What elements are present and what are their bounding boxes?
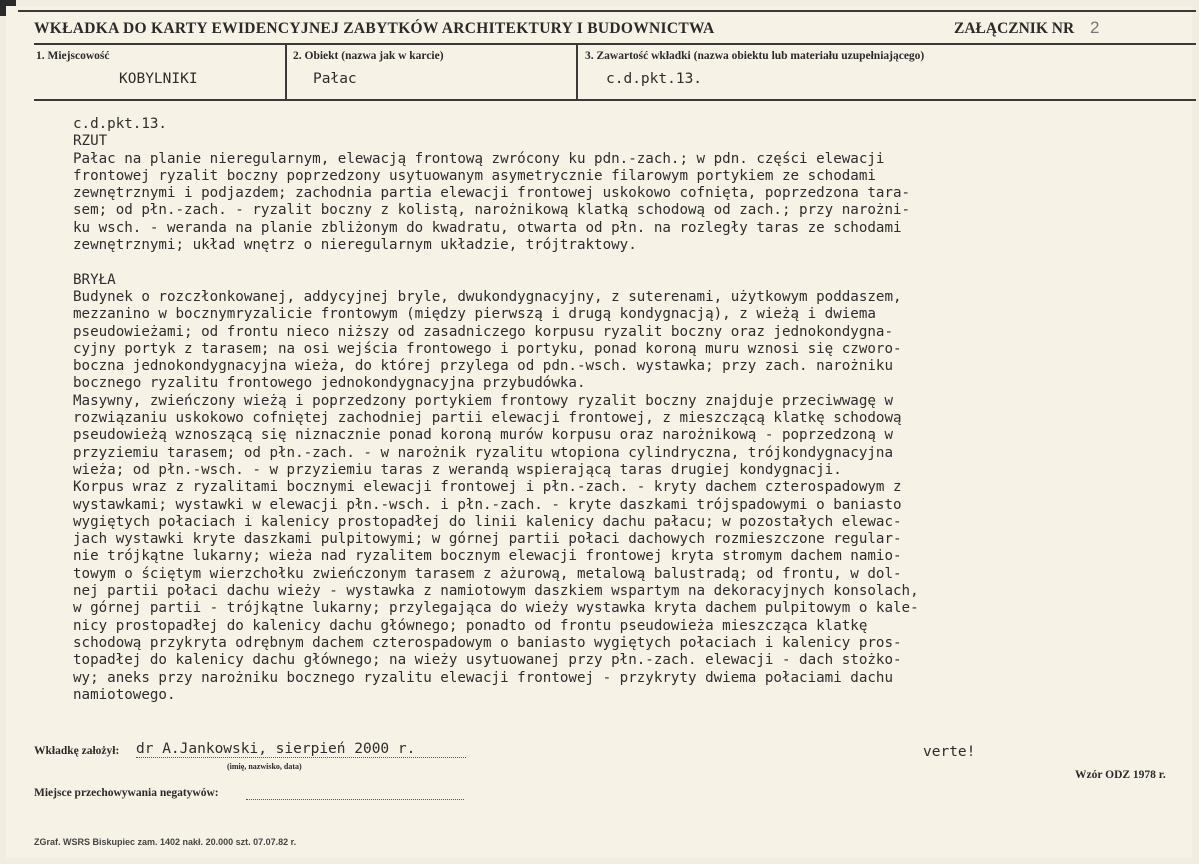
locality-label: 1. Miejscowość: [36, 50, 110, 62]
object-label: 2. Obiekt (nazwa jak w karcie): [293, 50, 444, 62]
typed-description: c.d.pkt.13. RZUT Pałac na planie nieregularnym, elewacją frontową zwrócony ku pdn.-zach.; w pdn. części elewacji frontowej ryzalit boczny poprzedzony usytuowanym asymetrycznie filarowym portykiem ze schodami zewnętrznymi i podjazdem; zachodnia partia elewacji frontowej uskokowo cofnięta, poprzedzona tara- sem; od płn.-zach. - ryzalit boczny z kolistą, narożnikową klatką schodową od zach.; przy narożni- ku wsch. - weranda na planie zbliżonym do kwadratu, otwarta od płn. na rozległy taras ze schodami zewnętrznymi; układ wnętrz o nieregularnym układzie, trójtraktowy. BRYŁA Budynek o rozczłonkowanej, addycyjnej bryle, dwukondygnacyjny, z suterenami, użytkowym poddaszem, mezzanino w bocznymryzalicie frontowym (między pierwszą i drugą kondygnacją), z wieżą i dwiema pseudowieżami; od frontu nieco niższy od zasadniczego korpusu ryzalit boczny oraz jednokondygna- cyjny portyk z tarasem; na osi wejścia frontowego i portyku, ponad koroną muru wznosi się czworo- boczna jednokondygnacyjna wieża, do której przylega od pdn.-wsch. wystawka; przy zach. narożniku bocznego ryzalitu frontowego jednokondygnacyjna przybudówka. Masywny, zwieńczony wieżą i poprzedzony portykiem frontowy ryzalit boczny znajduje przeciwwagę w rozwiązaniu uskokowo cofniętej zachodniej partii elewacji frontowej, z mieszczącą klatkę schodową pseudowieżą wznoszącą się niznacznie ponad koroną murów korpusu oraz narożnikową - poprzedzoną w przyziemiu tarasem; od płn.-zach. - w narożnik ryzalitu wtopiona cylindryczna, trójkondygnacyjna wieża; od płn.-wsch. - w przyziemiu taras z werandą wspierającą taras drugiej kondygnacji. Korpus wraz z ryzalitami bocznymi elewacji frontowej i płn.-zach. - kryty dachem czterospadowym z wystawkami; wystawki w elewacji płn.-wsch. i płn.-zach. - kryte daszkami trójspadowymi o baniasto wygiętych połaciach i kalenicy prostopadłej do linii kalenicy dachu pałacu; w pozostałych elewac- jach wystawki kryte daszkami pulpitowymi; w górnej partii połaci dachowych rozmieszczone regular- nie trójkątne lukarny; wieża nad ryzalitem bocznym elewacji frontowej kryta stromym dachem namio- towym o ściętym wierzchołku zwieńczonym tarasem z ażurową, metalową balustradą; od frontu, w dol- nej partii połaci dachu wieży - wystawka z namiotowym daszkiem wspartym na dekoracyjnych konsolach, w górnej partii - trójkątne lukarny; przylegająca do wieży wystawka kryta dachem pulpitowym o kale- nicy prostopadłej do kalenicy dachu głównego; ponadto od frontu pseudowieża mieszcząca klatkę schodową przykryta odrębnym dachem czterospadowym o baniasto wygiętych połaciach i kalenicy pros- topadłej do kalenicy dachu głównego; na wieży usytuowanej przy płn.-zach. elewacji - dach stożko- wy; aneks przy narożniku bocznego ryzalitu elewacji frontowej - przykryty dwiema połaciami dachu namiotowego.: [73, 116, 919, 703]
fields-divider: [34, 99, 1196, 101]
verte-note: verte!: [923, 744, 976, 760]
attachment-label: ZAŁĄCZNIK NR: [954, 20, 1075, 37]
field-separator-1: [285, 43, 287, 99]
top-border: [18, 10, 1196, 12]
form-id: Wzór ODZ 1978 r.: [1075, 769, 1166, 781]
author-hint: (imię, nazwisko, data): [227, 762, 302, 771]
locality-value: KOBYLNIKI: [119, 71, 198, 87]
content-label: 3. Zawartość wkładki (nazwa obiektu lub materiału uzupełniającego): [585, 50, 925, 62]
storage-line: [246, 799, 464, 800]
object-value: Pałac: [313, 71, 357, 87]
author-value: dr A.Jankowski, sierpień 2000 r.: [136, 741, 466, 758]
printer-note: ZGraf. WSRS Biskupiec zam. 1402 nakł. 20.000 szt. 07.07.82 r.: [34, 837, 297, 847]
author-label: Wkładkę założył:: [34, 745, 120, 757]
header-divider: [34, 43, 1196, 45]
field-separator-2: [576, 43, 578, 99]
form-title: WKŁADKA DO KARTY EWIDENCYJNEJ ZABYTKÓW ARCHITEKTURY I BUDOWNICTWA: [34, 20, 715, 37]
content-value: c.d.pkt.13.: [606, 71, 703, 87]
attachment-number: 2: [1090, 18, 1100, 37]
storage-label: Miejsce przechowywania negatywów:: [34, 787, 219, 799]
